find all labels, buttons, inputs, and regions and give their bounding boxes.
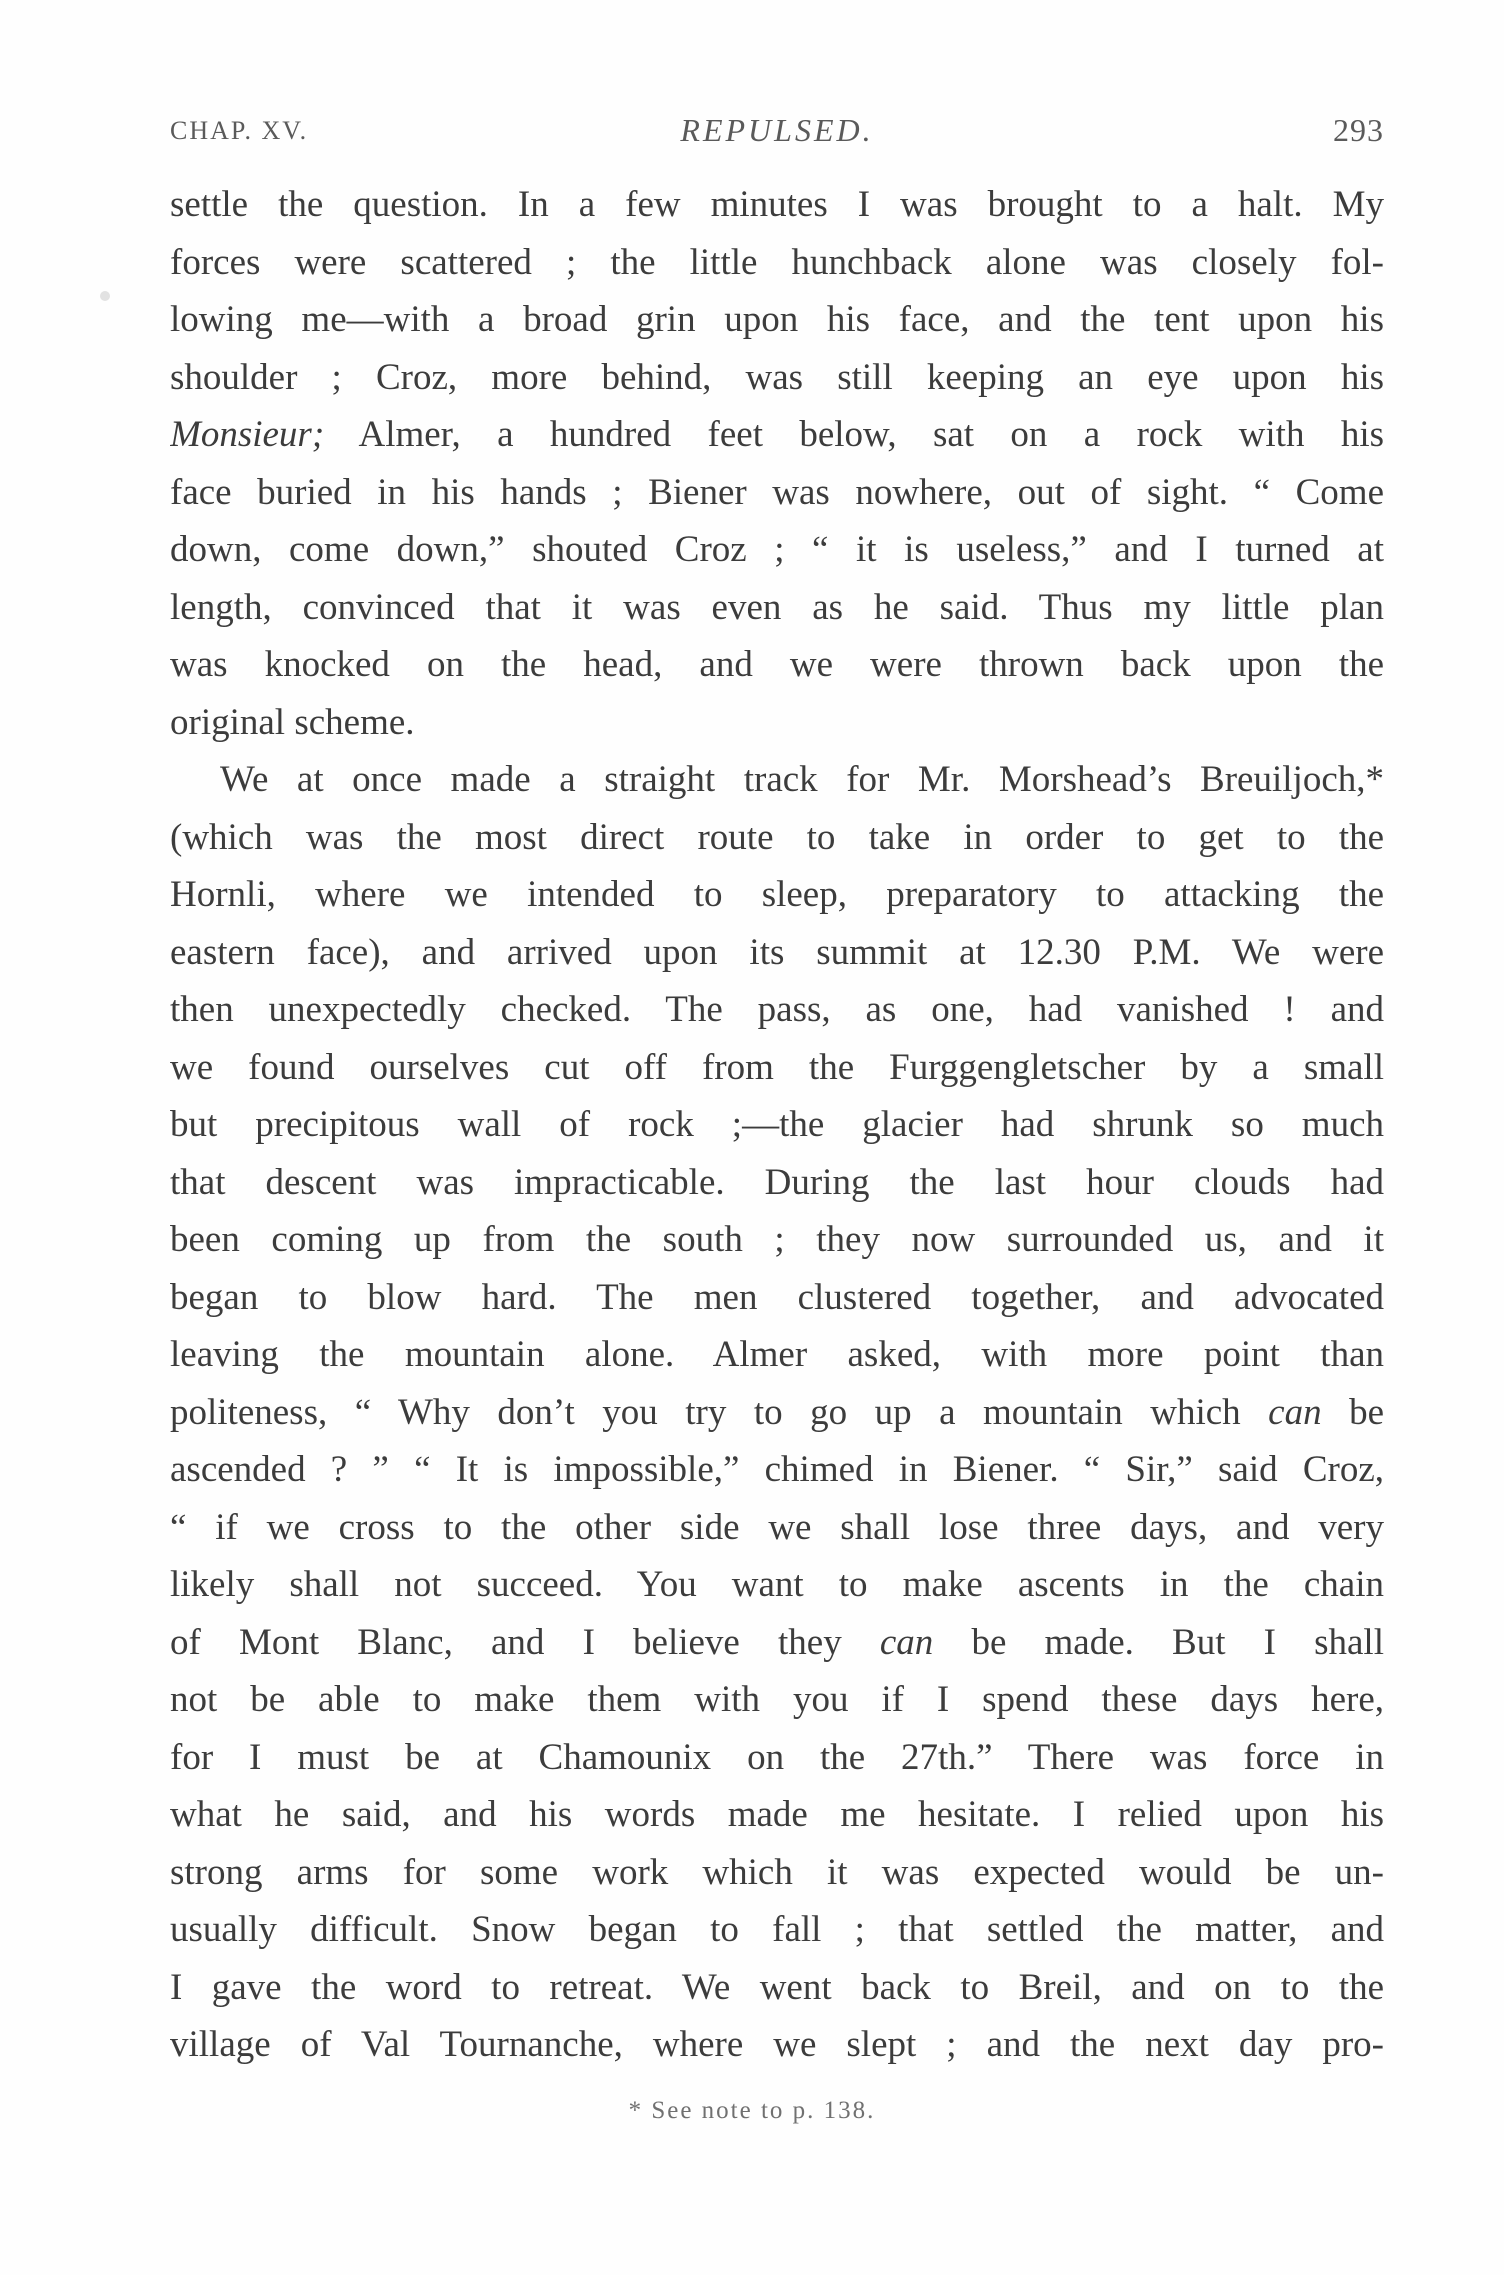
text-line: usually difficult. Snow began to fall ; that settled the matter, and <box>170 1909 1384 1950</box>
text-line: lowing me—with a broad grin upon his face, and the tent upon his <box>170 299 1384 340</box>
text-line: eastern face), and arrived upon its summit at 12.30 P.M. We were <box>170 931 1384 973</box>
text-line: likely shall not succeed. You want to make ascents in the chain <box>170 1564 1384 1605</box>
text-line: Hornli, where we intended to sleep, preparatory to attacking the <box>170 874 1384 915</box>
body-text <box>170 176 1384 2074</box>
text-line: we found ourselves cut off from the Furggengletscher by a small <box>170 1046 1384 1088</box>
text-line: then unexpectedly checked. The pass, as one, had vanished ! and <box>170 989 1384 1030</box>
text-line: village of Val Tournanche, where we slept ; and the next day pro- <box>170 2024 1384 2065</box>
text-line: face buried in his hands ; Biener was nowhere, out of sight. “ Come <box>170 471 1384 513</box>
text-line: began to blow hard. The men clustered together, and advocated <box>170 1276 1384 1318</box>
text-line: down, come down,” shouted Croz ; “ it is useless,” and I turned at <box>170 529 1384 570</box>
footnote: * See note to p. 138. <box>628 2097 876 2124</box>
text-line: Monsieur; Almer, a hundred feet below, sat on a rock with his <box>170 414 1384 455</box>
text-line: shoulder ; Croz, more behind, was still keeping an eye upon his <box>170 356 1384 398</box>
text-line: of Mont Blanc, and I believe they can be made. But I shall <box>170 1621 1384 1663</box>
text-line: forces were scattered ; the little hunchback alone was closely fol- <box>170 241 1384 283</box>
text-line: was knocked on the head, and we were thrown back upon the <box>170 644 1384 685</box>
text-line: strong arms for some work which it was expected would be un- <box>170 1851 1384 1893</box>
page-number: 293 <box>1333 112 1384 148</box>
text-line: length, convinced that it was even as he said. Thus my little plan <box>170 586 1384 628</box>
text-line: We at once made a straight track for Mr. Morshead’s Breuiljoch,* <box>220 759 1384 800</box>
text-line: leaving the mountain alone. Almer asked, with more point than <box>170 1334 1384 1375</box>
text-line: I gave the word to retreat. We went back to Breil, and on to the <box>170 1966 1384 2008</box>
text-line: settle the question. In a few minutes I was brought to a halt. My <box>170 184 1384 225</box>
scan-speck <box>100 291 110 301</box>
text-line: not be able to make them with you if I spend these days here, <box>170 1679 1384 1720</box>
text-line: been coming up from the south ; they now surrounded us, and it <box>170 1219 1384 1260</box>
chapter-label: CHAP. XV. <box>170 116 309 145</box>
text-line: “ if we cross to the other side we shall lose three days, and very <box>170 1506 1384 1548</box>
text-line: ascended ? ” “ It is impossible,” chimed in Biener. “ Sir,” said Croz, <box>170 1449 1384 1490</box>
text-line: original scheme. <box>170 701 415 743</box>
running-title: REPULSED. <box>680 112 874 148</box>
text-line: but precipitous wall of rock ;—the glacier had shrunk so much <box>170 1104 1384 1145</box>
text-line: that descent was impracticable. During the last hour clouds had <box>170 1161 1384 1203</box>
text-line: politeness, “ Why don’t you try to go up a mountain which can be <box>170 1391 1384 1433</box>
text-line: (which was the most direct route to take in order to get to the <box>170 816 1384 858</box>
running-header <box>170 112 1384 156</box>
text-line: for I must be at Chamounix on the 27th.” There was force in <box>170 1736 1384 1778</box>
text-line: what he said, and his words made me hesitate. I relied upon his <box>170 1794 1384 1835</box>
